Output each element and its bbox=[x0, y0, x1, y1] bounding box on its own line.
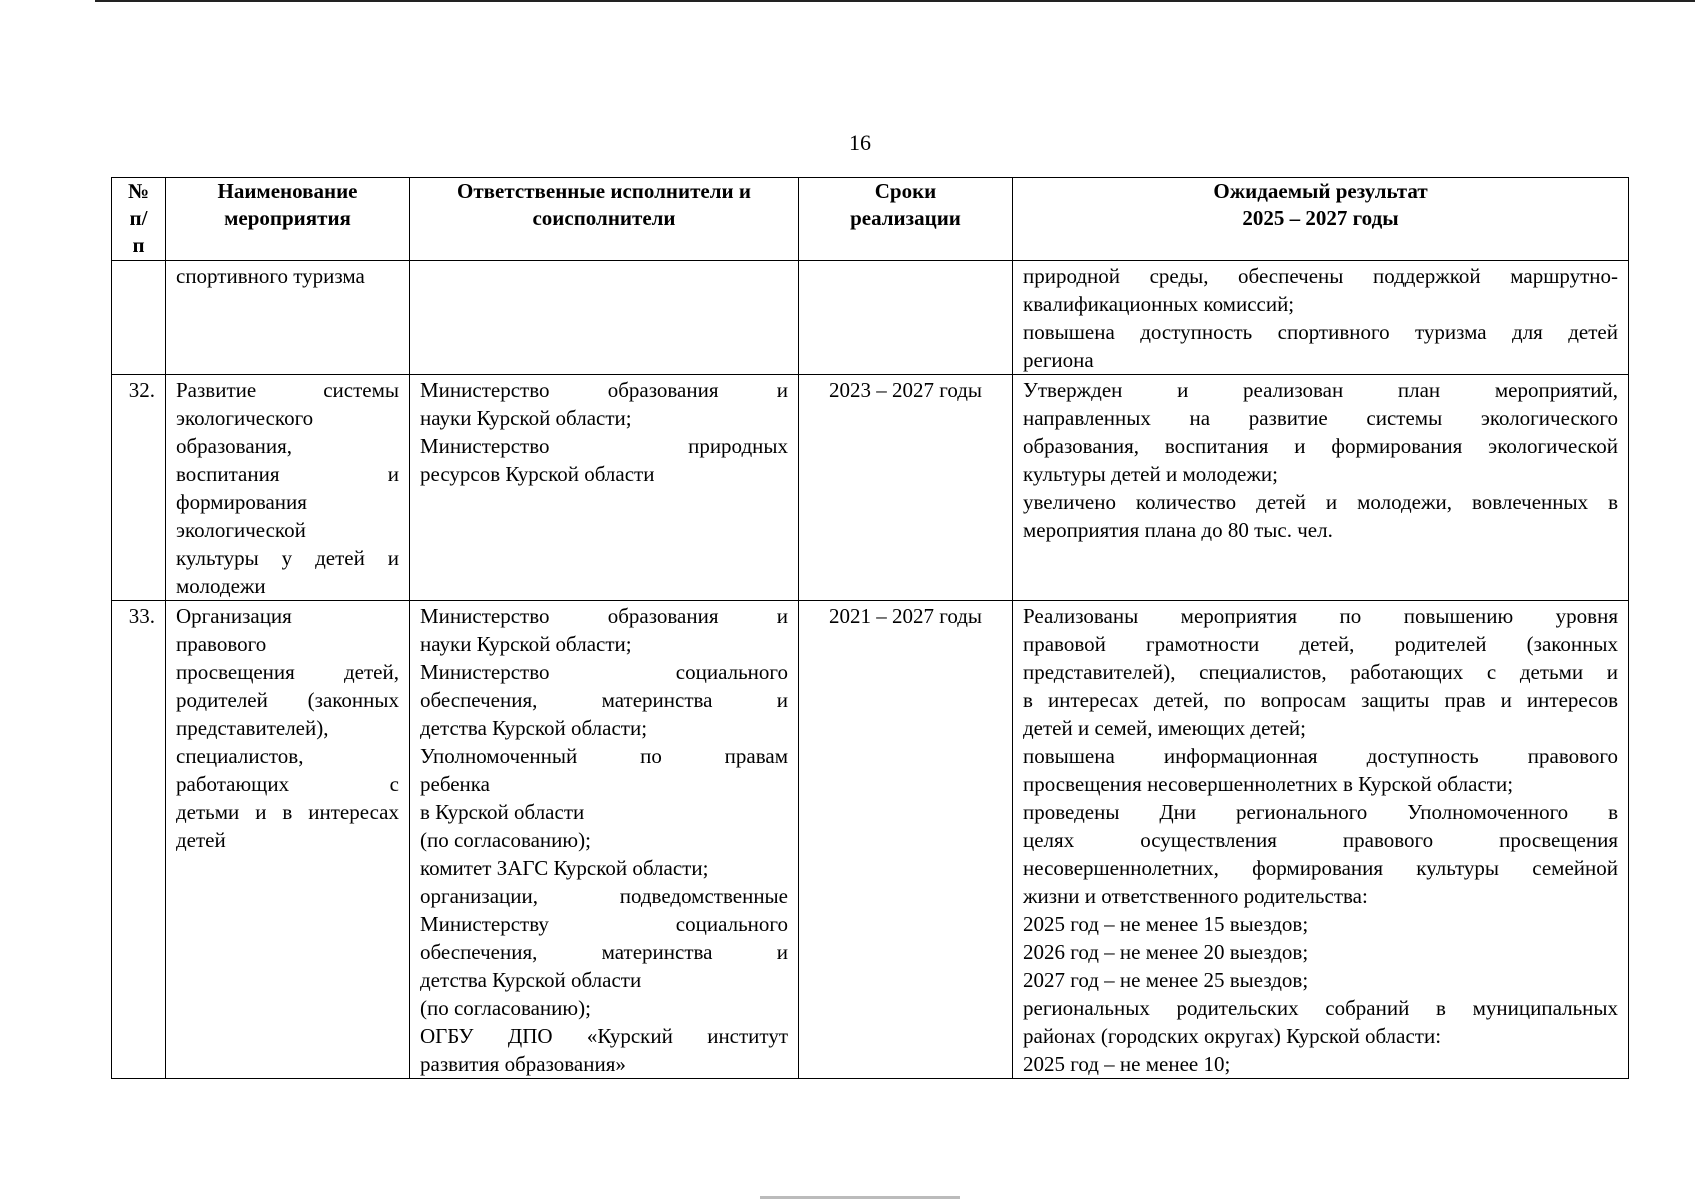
expected-result-line: повышена информационная доступность правового bbox=[1023, 744, 1618, 768]
header-expected-result-line: 2025 – 2027 годы bbox=[1242, 206, 1399, 230]
expected-result-line: увеличено количество детей и молодежи, вовлеченных в bbox=[1023, 490, 1618, 514]
expected-result-line: Утвержден и реализован план мероприятий, bbox=[1023, 378, 1618, 402]
row-number bbox=[112, 261, 166, 375]
expected-result bbox=[1013, 261, 1629, 375]
executors-line: организации, подведомственные bbox=[420, 884, 788, 908]
header-executors-line: соисполнители bbox=[532, 206, 676, 230]
expected-result-line: региональных родительских собраний в муниципальных bbox=[1023, 996, 1618, 1020]
bottom-scan-mark bbox=[760, 1196, 960, 1199]
executors-line: ОГБУ ДПО «Курский институт bbox=[420, 1024, 788, 1048]
table-row bbox=[112, 261, 1629, 375]
measure-name-line: представителей), bbox=[176, 716, 329, 740]
executors-line: Министерство природных bbox=[420, 434, 788, 458]
measure-name-line: Организация bbox=[176, 604, 292, 628]
expected-result-line: в интересах детей, по вопросам защиты прав и интересов bbox=[1023, 688, 1618, 712]
measure-name-line: образования, bbox=[176, 434, 293, 458]
measure-name-line: специалистов, bbox=[176, 744, 304, 768]
header-number-line: № bbox=[127, 179, 150, 203]
executors-line: науки Курской области; bbox=[420, 632, 632, 656]
expected-result-line: правовой грамотности детей, родителей (законных bbox=[1023, 632, 1618, 656]
measure-name bbox=[166, 601, 410, 1079]
expected-result-line: проведены Дни регионального Уполномоченного в bbox=[1023, 800, 1618, 824]
measure-name-line: правового bbox=[176, 632, 267, 656]
header-terms bbox=[799, 178, 1013, 261]
expected-result-line: квалификационных комиссий; bbox=[1023, 292, 1295, 316]
executors-line: (по согласованию); bbox=[420, 828, 591, 852]
implementation-terms: 2021 – 2027 годы bbox=[799, 601, 1013, 1079]
measure-name-line: просвещения детей, bbox=[176, 660, 399, 684]
expected-result-line: культуры детей и молодежи; bbox=[1023, 462, 1278, 486]
table-body bbox=[112, 261, 1629, 1079]
executors-line: ресурсов Курской области bbox=[420, 462, 655, 486]
expected-result-line: районах (городских округах) Курской области: bbox=[1023, 1024, 1442, 1048]
measure-name-line: экологической bbox=[176, 518, 306, 542]
expected-result-line: региона bbox=[1023, 348, 1094, 372]
implementation-terms bbox=[799, 261, 1013, 375]
expected-result-line: образования, воспитания и формирования экологической bbox=[1023, 434, 1618, 458]
header-executors bbox=[410, 178, 799, 261]
header-measure-name bbox=[166, 178, 410, 261]
executors bbox=[410, 375, 799, 601]
measure-name-line: детей bbox=[176, 828, 226, 852]
measure-name-line: родителей (законных bbox=[176, 688, 399, 712]
row-number: 32. bbox=[112, 375, 166, 601]
header-expected-result-line: Ожидаемый результат bbox=[1213, 179, 1428, 203]
measure-name bbox=[166, 375, 410, 601]
header-executors-line: Ответственные исполнители и bbox=[457, 179, 751, 203]
expected-result-line: Реализованы мероприятия по повышению уровня bbox=[1023, 604, 1618, 628]
header-number-line: п bbox=[132, 233, 145, 257]
executors-line: обеспечения, материнства и bbox=[420, 688, 788, 712]
implementation-terms: 2023 – 2027 годы bbox=[799, 375, 1013, 601]
executors-line: обеспечения, материнства и bbox=[420, 940, 788, 964]
expected-result-line: представителей), специалистов, работающих с детьми и bbox=[1023, 660, 1618, 684]
executors-line: Министерство образования и bbox=[420, 378, 788, 402]
row-number: 33. bbox=[112, 601, 166, 1079]
table-header-row bbox=[112, 178, 1629, 261]
header-measure-name-line: мероприятия bbox=[224, 206, 351, 230]
measures-table bbox=[111, 177, 1629, 1079]
expected-result-line: несовершеннолетних, формирования культуры семейной bbox=[1023, 856, 1618, 880]
measure-name-line: экологического bbox=[176, 406, 314, 430]
expected-result-line: направленных на развитие системы экологического bbox=[1023, 406, 1618, 430]
executors-line: науки Курской области; bbox=[420, 406, 632, 430]
expected-result-line: повышена доступность спортивного туризма для детей bbox=[1023, 320, 1618, 344]
page-number: 16 bbox=[849, 130, 871, 155]
header-expected-result bbox=[1013, 178, 1629, 261]
header-number bbox=[112, 178, 166, 261]
header-terms-line: Сроки bbox=[874, 179, 937, 203]
expected-result-line: мероприятия плана до 80 тыс. чел. bbox=[1023, 518, 1333, 542]
executors-line: развития образования» bbox=[420, 1052, 626, 1076]
expected-result-line: просвещения несовершеннолетних в Курской области; bbox=[1023, 772, 1514, 796]
executors bbox=[410, 261, 799, 375]
header-measure-name-line: Наименование bbox=[217, 179, 358, 203]
measure-name-line: Развитие системы bbox=[176, 378, 399, 402]
measure-name-line: детьми и в интересах bbox=[176, 800, 399, 824]
table-row bbox=[112, 601, 1629, 1079]
expected-result-line: целях осуществления правового просвещения bbox=[1023, 828, 1618, 852]
measure-name-line: воспитания и bbox=[176, 462, 399, 486]
executors-line: Министерству социального bbox=[420, 912, 788, 936]
executors-line: комитет ЗАГС Курской области; bbox=[420, 856, 709, 880]
executors-line: (по согласованию); bbox=[420, 996, 591, 1020]
executors-line: Министерство образования и bbox=[420, 604, 788, 628]
expected-result-line: детей и семей, имеющих детей; bbox=[1023, 716, 1306, 740]
executors-line: детства Курской области; bbox=[420, 716, 648, 740]
measure-name-line: молодежи bbox=[176, 574, 266, 598]
executors bbox=[410, 601, 799, 1079]
executors-line: в Курской области bbox=[420, 800, 585, 824]
executors-line: ребенка bbox=[420, 772, 490, 796]
top-scan-rule bbox=[95, 0, 1695, 2]
expected-result-line: 2027 год – не менее 25 выездов; bbox=[1023, 968, 1309, 992]
expected-result bbox=[1013, 601, 1629, 1079]
header-number-line: п/ bbox=[129, 206, 148, 230]
measure-name bbox=[166, 261, 410, 375]
measure-name-line: работающих с bbox=[176, 772, 399, 796]
table-row bbox=[112, 375, 1629, 601]
executors-line: детства Курской области bbox=[420, 968, 642, 992]
expected-result-line: жизни и ответственного родительства: bbox=[1023, 884, 1368, 908]
measure-name-line: спортивного туризма bbox=[176, 264, 365, 288]
expected-result-line: 2025 год – не менее 15 выездов; bbox=[1023, 912, 1309, 936]
expected-result-line: природной среды, обеспечены поддержкой маршрутно- bbox=[1023, 264, 1618, 288]
expected-result-line: 2025 год – не менее 10; bbox=[1023, 1052, 1231, 1076]
expected-result bbox=[1013, 375, 1629, 601]
executors-line: Министерство социального bbox=[420, 660, 788, 684]
executors-line: Уполномоченный по правам bbox=[420, 744, 788, 768]
expected-result-line: 2026 год – не менее 20 выездов; bbox=[1023, 940, 1309, 964]
measure-name-line: формирования bbox=[176, 490, 307, 514]
header-terms-line: реализации bbox=[850, 206, 961, 230]
measure-name-line: культуры у детей и bbox=[176, 546, 399, 570]
